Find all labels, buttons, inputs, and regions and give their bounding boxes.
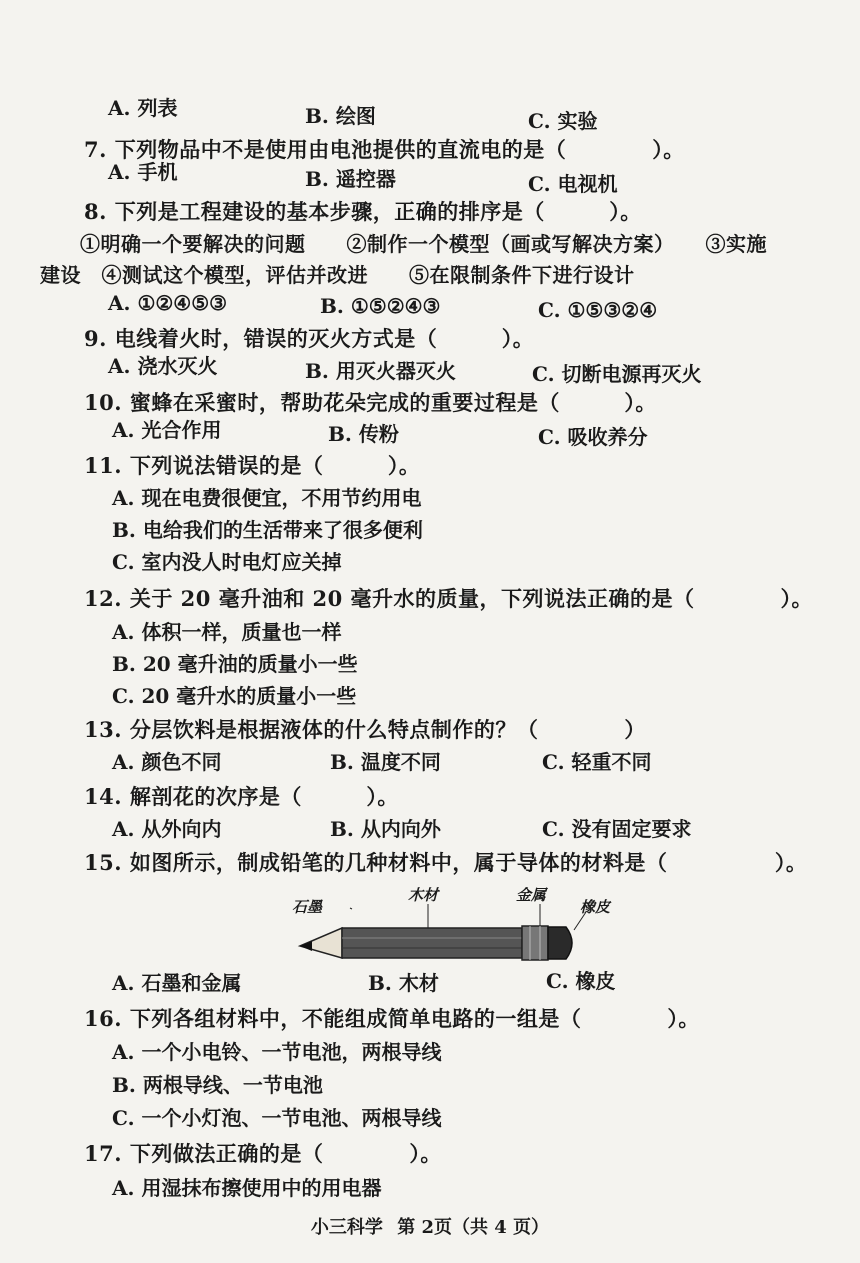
q7-option-a: A. 手机 xyxy=(108,160,178,184)
q16-stem: 16. 下列各组材料中，不能组成简单电路的一组是（ ）。 xyxy=(84,1006,700,1031)
q8-option-b: B. ①⑤②④③ xyxy=(320,294,441,318)
q7-option-b: B. 遥控器 xyxy=(305,167,396,191)
q9-option-b: B. 用灭火器灭火 xyxy=(305,359,456,383)
q13-option-c: C. 轻重不同 xyxy=(542,750,652,774)
q7-stem: 7. 下列物品中不是使用由电池提供的直流电的是（ ）。 xyxy=(84,137,685,162)
q6-option-a: A. 列表 xyxy=(108,96,178,120)
q14-option-b: B. 从内向外 xyxy=(330,817,441,841)
label-eraser: 橡皮 xyxy=(580,898,611,916)
q12-option-b: B. 20 毫升油的质量小一些 xyxy=(112,652,358,676)
label-metal: 金属 xyxy=(516,886,547,904)
q11-stem: 11. 下列说法错误的是（ ）。 xyxy=(84,453,421,478)
q15-option-b: B. 木材 xyxy=(368,971,439,995)
label-graphite: 石墨 xyxy=(292,898,323,916)
q10-option-b: B. 传粉 xyxy=(328,422,399,446)
label-wood: 木材 xyxy=(408,886,439,904)
q10-option-a: A. 光合作用 xyxy=(112,418,222,442)
q9-stem: 9. 电线着火时，错误的灭火方式是（ ）。 xyxy=(84,326,535,351)
q11-option-a: A. 现在电费很便宜，不用节约用电 xyxy=(112,486,422,510)
q15-option-c: C. 橡皮 xyxy=(546,969,616,993)
q16-option-a: A. 一个小电铃、一节电池，两根导线 xyxy=(112,1040,442,1064)
q9-option-a: A. 浇水灭火 xyxy=(108,354,218,378)
q13-option-a: A. 颜色不同 xyxy=(112,750,222,774)
q13-stem: 13. 分层饮料是根据液体的什么特点制作的？（ ） xyxy=(84,717,646,742)
q9-option-c: C. 切断电源再灭火 xyxy=(532,362,702,386)
q12-option-c: C. 20 毫升水的质量小一些 xyxy=(112,684,357,708)
q8-stem: 8. 下列是工程建设的基本步骤，正确的排序是（ ）。 xyxy=(84,199,642,224)
q8-option-a: A. ①②④⑤③ xyxy=(108,291,228,315)
q14-option-c: C. 没有固定要求 xyxy=(542,817,692,841)
page-footer xyxy=(0,1213,860,1239)
q15-stem: 15. 如图所示，制成铅笔的几种材料中，属于导体的材料是（ ）。 xyxy=(84,850,808,875)
q14-option-a: A. 从外向内 xyxy=(112,817,222,841)
pencil-figure xyxy=(290,882,620,962)
q12-option-a: A. 体积一样，质量也一样 xyxy=(112,620,342,644)
q8-option-c: C. ①⑤③②④ xyxy=(538,298,658,322)
q12-stem: 12. 关于 20 毫升油和 20 毫升水的质量，下列说法正确的是（ ）。 xyxy=(84,586,814,611)
pencil-icon xyxy=(290,882,620,962)
q14-stem: 14. 解剖花的次序是（ ）。 xyxy=(84,784,399,809)
q8-steps-line1: ①明确一个要解决的问题 ②制作一个模型（画或写解决方案） ③实施 xyxy=(80,232,767,256)
q15-option-a: A. 石墨和金属 xyxy=(112,971,242,995)
footer-subject: 小三科学 xyxy=(310,1217,383,1238)
q16-option-c: C. 一个小灯泡、一节电池、两根导线 xyxy=(112,1106,442,1130)
q8-steps-line2: 建设 ④测试这个模型，评估并改进 ⑤在限制条件下进行设计 xyxy=(40,263,635,287)
q17-option-a: A. 用湿抹布擦使用中的用电器 xyxy=(112,1176,382,1200)
q6-option-b: B. 绘图 xyxy=(305,104,376,128)
q17-stem: 17. 下列做法正确的是（ ）。 xyxy=(84,1141,442,1166)
q13-option-b: B. 温度不同 xyxy=(330,750,441,774)
q11-option-b: B. 电给我们的生活带来了很多便利 xyxy=(112,518,423,542)
q10-stem: 10. 蜜蜂在采蜜时，帮助花朵完成的重要过程是（ ）。 xyxy=(84,390,657,415)
q6-option-c: C. 实验 xyxy=(528,109,598,133)
q11-option-c: C. 室内没人时电灯应关掉 xyxy=(112,550,342,574)
q7-option-c: C. 电视机 xyxy=(528,172,618,196)
footer-page-number: 第 2页（共 4 页） xyxy=(397,1217,550,1238)
q16-option-b: B. 两根导线、一节电池 xyxy=(112,1073,323,1097)
q10-option-c: C. 吸收养分 xyxy=(538,425,648,449)
